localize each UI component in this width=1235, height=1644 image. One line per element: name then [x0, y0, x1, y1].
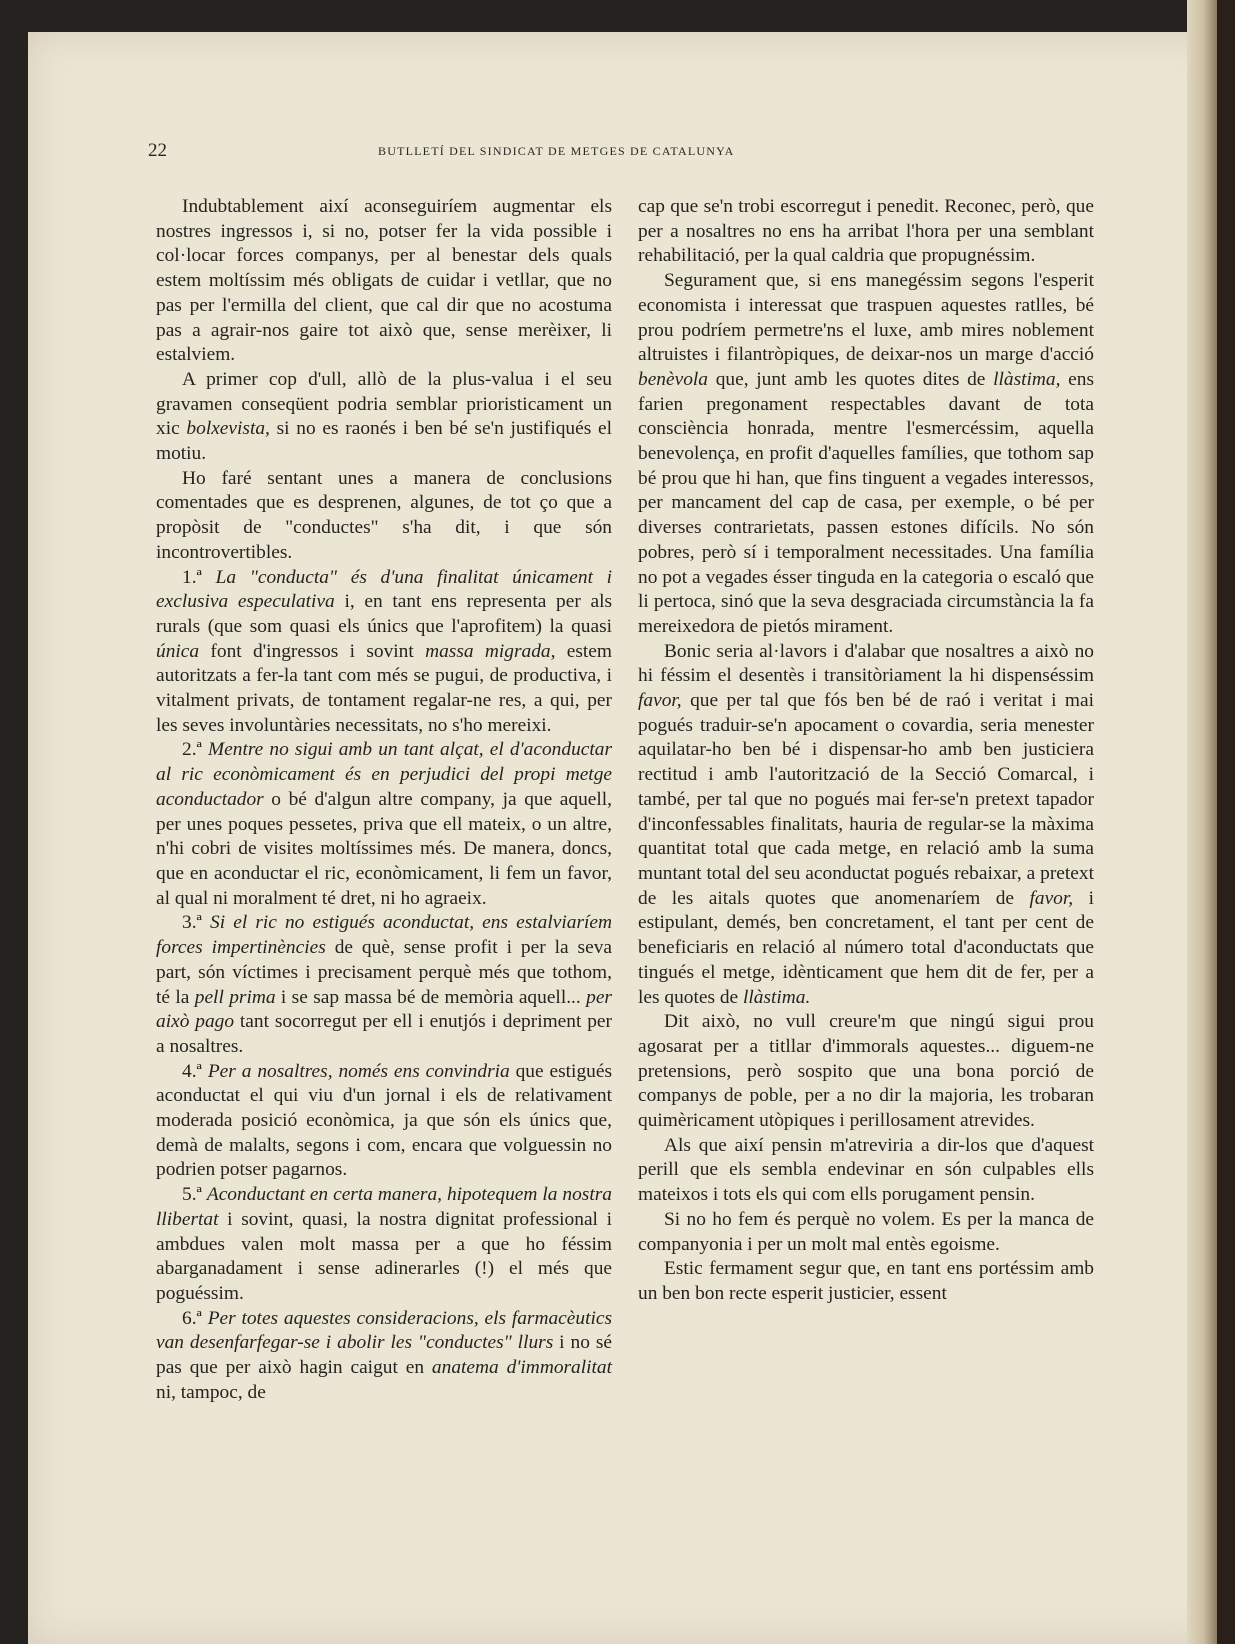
paragraph: Als que així pensin m'atreviria a dir-los que d'aquest perill que els sembla endevinar en són culpables ells mateixos i tots els qui com ells porugament pensin. — [638, 1134, 1094, 1206]
page-header — [28, 140, 1220, 164]
paragraph: Si no ho fem és perquè no volem. Es per la manca de companyonia i per un molt mal entès egoisme. — [638, 1208, 1094, 1255]
document-page — [28, 32, 1220, 1644]
paragraph: Ho faré sentant unes a manera de conclusions comentades que es desprenen, algunes, de tot ço que a propòsit de "conductes" s'ha dit, i que són incontrovertibles. — [156, 467, 612, 563]
paragraph: Indubtablement així aconseguiríem augmentar els nostres ingressos i, si no, potser fer la vida possible i col·locar forces companys, per al benestar dels quals estem moltíssim més obligats de cuidar i vetllar, que no pas per l'ermilla del client, que cal dir que no acostuma pas a agrair-nos gaire tot això que, sense merèixer, li estalviem. — [156, 196, 612, 366]
right-column — [638, 195, 1094, 1307]
conclusion-3: 3.ª Si el ric no estigués aconductat, ens estalviaríem forces impertinències de què, sense profit i per la seva part, són víctimes i precisament perquè més que tothom, té la pell prima i se sap massa bé de memòria aquell... per això pago tant socorregut per ell i enutjós i depriment per a nosaltres. — [156, 912, 612, 1057]
paragraph: Dit això, no vull creure'm que ningú sigui prou agosarat per a titllar d'immorals aquestes... diguem-ne pretensions, però sospito que una bona porció de companys de poble, per a no dir la majoria, les trobaran quimèricament utòpiques i perillosament atrevides. — [638, 1011, 1094, 1132]
conclusion-2: 2.ª Mentre no sigui amb un tant alçat, el d'aconductar al ric econòmicament és en perjudici del propi metge aconductador o bé d'algun altre company, ja que aquell, per unes poques pessetes, priva que ell mateix, o un altre, n'hi cobri de visites moltíssimes més. De manera, doncs, que en aconductar el ric, econòmicament, li fem un favor, al qual ni moralment té dret, ni ho agraeix. — [156, 739, 612, 909]
conclusion-6: 6.ª Per totes aquestes consideracions, els farmacèutics van desenfarfegar-se i abolir les "conductes" llurs i no sé pas que per això hagin caigut en anatema d'immoralitat ni, tampoc, de — [156, 1307, 612, 1403]
left-column — [156, 195, 612, 1405]
paragraph: Bonic seria al·lavors i d'alabar que nosaltres a això no hi féssim el desentès i transitòriament la hi dispenséssim favor, que per tal que fós ben bé de raó i veritat i mai pogués traduir-se'n apocament o covardia, seria menester aquilatar-ho ben bé i dispensar-ho amb ben justiciera rectitud i amb l'autorització de la Secció Comarcal, i també, per tal que no pogués mai fer-se'n pretext tapador d'inconfessables finalitats, hauria de regular-se la màxima quantitat total que cada metge, en relació amb la suma muntant total del seu aconductat pogués rebaixar, a pretext de les aitals quotes que anomenaríem de favor, i estipulant, demés, ben concretament, el tant per cent de beneficiaris en relació al número total d'aconductats que tingués el metge, idènticament que hem dit de fer, per a les quotes de llàstima. — [638, 640, 1094, 1008]
page-number: 22 — [148, 140, 167, 161]
conclusion-1: 1.ª La "conducta" és d'una finalitat únicament i exclusiva especulativa i, en tant ens representa per als rurals (que som quasi els únics que l'aprofitem) la quasi única font d'ingressos i sovint massa migrada, estem autoritzats a fer-la tant com més se pugui, de productiva, i vitalment privats, de tontament regalar-ne res, a qui, per les seves involuntàries necessitats, no s'ho mereixi. — [156, 566, 613, 736]
paragraph: cap que se'n trobi escorregut i penedit. Reconec, però, que per a nosaltres no ens ha arribat l'hora per una semblant rehabilitació, per la qual caldria que propugnéssim. — [638, 196, 1094, 267]
running-head: BUTLLETÍ DEL SINDICAT DE METGES DE CATALUNYA — [378, 144, 735, 158]
paragraph: Estic fermament segur que, en tant ens portéssim amb un ben bon recte esperit justicier, essent — [638, 1258, 1094, 1304]
conclusion-5: 5.ª Aconductant en certa manera, hipotequem la nostra llibertat i sovint, quasi, la nostra dignitat professional i ambdues valen molt massa per a que ho féssim abarganadament i sense adinerarles (!) el més que poguéssim. — [156, 1184, 612, 1304]
conclusion-4: 4.ª Per a nosaltres, només ens convindria que estigués aconductat el qui viu d'un jornal i els de relativament moderada posició econòmica, ja que són els únics que, demà de malalts, segons i com, encara que volguessin no podrien potser pagarnos. — [156, 1060, 612, 1181]
paragraph: Segurament que, si ens manegéssim segons l'esperit economista i interessat que traspuen aquestes ratlles, bé prou podríem permetre'ns el luxe, amb mires noblement altruistes i filantròpiques, de deixar-nos un marge d'acció benèvola que, junt amb les quotes dites de llàstima, ens farien pregonament respectables davant de tota consciència honrada, mentre l'esmercéssim, aquella benevolença, en profit d'aquelles famílies, que tothom sap bé prou que hi han, que fins tinguent a vegades interessos, per mancament del cap de casa, per exemple, o bé per diverses contrarietats, passen estones difícils. No són pobres, però sí i temporalment necessitades. Una família no pot a vegades ésser tinguda en la categoria o escaló que li pertoca, sinó que la seva desgraciada circumstància la fa mereixedora de pietós mirament. — [638, 270, 1094, 637]
paragraph: A primer cop d'ull, allò de la plus-valua i el seu gravamen conseqüent podria semblar prioristicament un xic bolxevista, si no es raonés i ben bé se'n justifiqués el motiu. — [156, 368, 612, 465]
book-spine-edge — [1217, 0, 1235, 1644]
